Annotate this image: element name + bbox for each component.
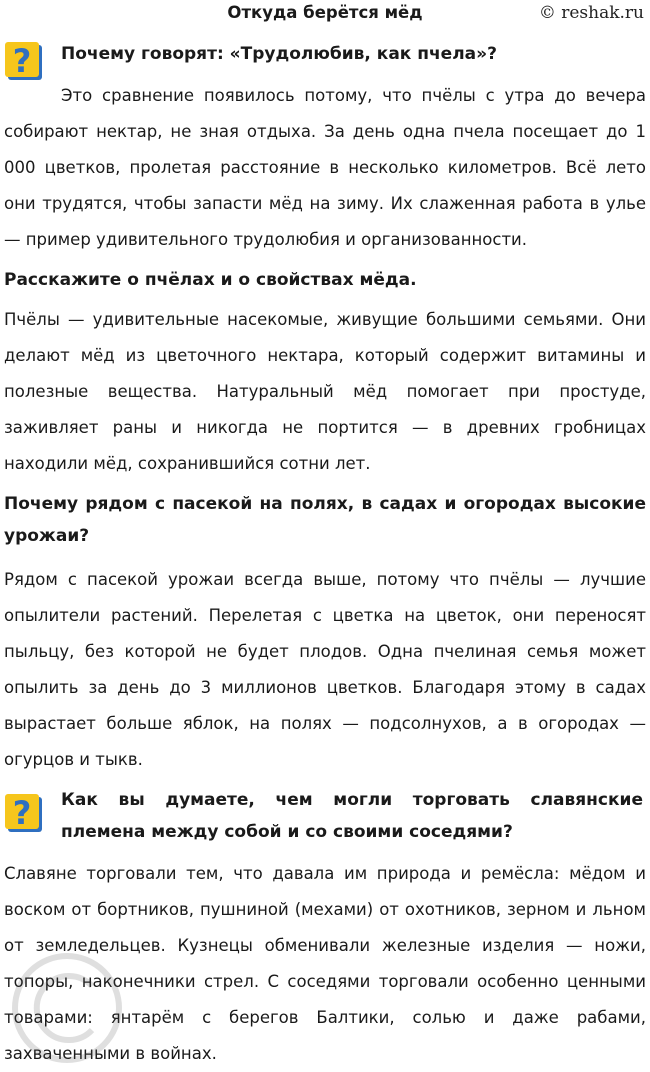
question-heading-2: Расскажите о пчёлах и о свойствах мёда. <box>4 270 417 290</box>
answer-paragraph-3: Рядом с пасекой урожаи всегда выше, потому что пчёлы — лучшие опылители растений. Перелетая с цветка на цветок, они переносят пыльцу, без которой не будет плодов. Одна пчелиная семья может опылить за день до 3 миллионов цветков. Благодаря этому в садах вырастает больше яблок, на полях — подсолнухов, а в огородах — огурцов и тыкв. <box>4 570 646 769</box>
question-heading-4: Как вы думаете, чем могли торговать славянские племена между собой и со своими соседями? <box>61 790 643 842</box>
svg-text:?: ? <box>12 42 32 80</box>
site-credit: © reshak.ru <box>538 3 644 23</box>
svg-text:?: ? <box>12 794 32 832</box>
answer-paragraph-1: Это сравнение появилось потому, что пчёлы с утра до вечера собирают нектар, не зная отдыха. За день одна пчела посещает до 1 000 цветков, пролетая расстояние в несколько километров. Всё лето они трудятся, чтобы запасти мёд на зиму. Их слаженная работа в улье — пример удивительного трудолюбия и организованности. <box>4 86 646 249</box>
page-title: Откуда берётся мёд <box>227 3 423 22</box>
answer-paragraph-4: Славяне торговали тем, что давала им природа и ремёсла: мёдом и воском от бортников, пушниной (мехами) от охотников, зерном и льном от земледельцев. Кузнецы обменивали железные изделия — ножи, топоры, наконечники стрел. С соседями торговали особенно ценными товарами: янтарём с берегов Балтики, солью и даже рабами, захваченными в войнах. <box>4 864 646 1063</box>
answer-paragraph-2: Пчёлы — удивительные насекомые, живущие большими семьями. Они делают мёд из цветочного нектара, который содержит витамины и полезные вещества. Натуральный мёд помогает при простуде, заживляет раны и никогда не портится — в древних гробницах находили мёд, сохранившийся сотни лет. <box>4 310 646 473</box>
question-heading-1: Почему говорят: «Трудолюбив, как пчела»? <box>61 44 497 64</box>
question-mark-icon <box>4 40 44 82</box>
question-heading-3: Почему рядом с пасекой на полях, в садах и огородах высокие урожаи? <box>4 494 646 546</box>
question-mark-icon <box>4 792 44 834</box>
